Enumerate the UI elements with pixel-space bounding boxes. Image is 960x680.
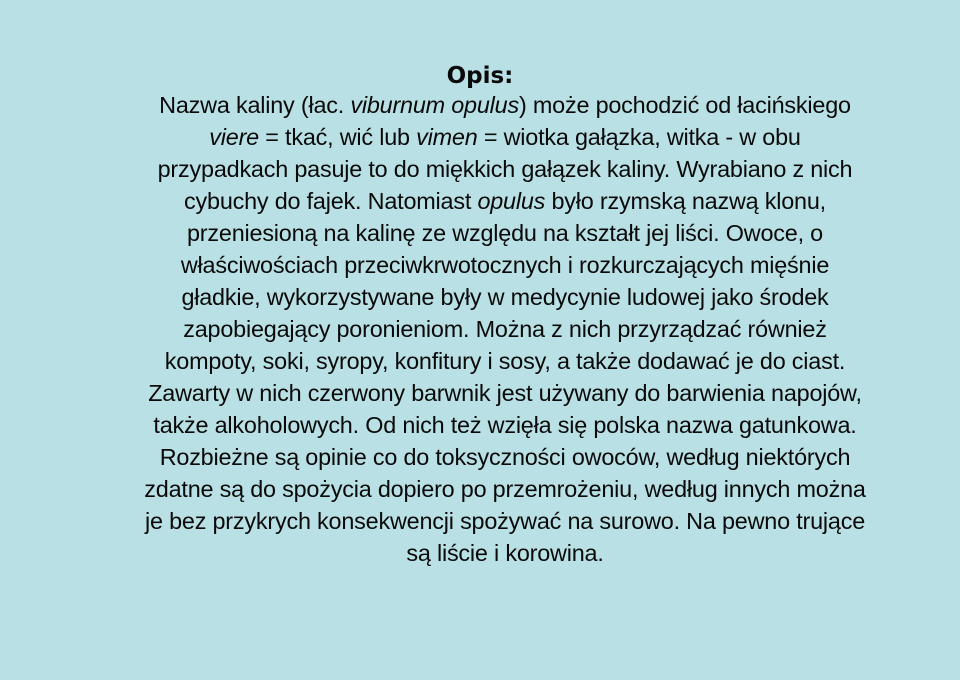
text-segment: je bez przykrych konsekwencji spożywać na surowo. Na pewno trujące xyxy=(144,508,866,534)
text-segment: Rozbieżne są opinie co do toksyczności owoców, według niektórych xyxy=(159,444,851,470)
text-line xyxy=(70,345,940,377)
text-segment: = tkać, wić lub xyxy=(258,124,417,150)
italic-term: viburnum opulus xyxy=(350,92,519,118)
description-paragraph xyxy=(70,89,940,569)
text-segment: właściwościach przeciwkrwotocznych i rozkurczających mięśnie xyxy=(180,252,830,278)
text-segment: przypadkach pasuje to do miękkich gałązek kaliny. Wyrabiano z nich xyxy=(157,156,853,182)
italic-term: opulus xyxy=(477,188,546,214)
text-line xyxy=(70,217,940,249)
italic-term: viere xyxy=(209,124,259,150)
text-segment: = wiotka gałązka, witka - w obu xyxy=(477,124,801,150)
text-segment: są liście i korowina. xyxy=(406,540,604,566)
text-line xyxy=(70,281,940,313)
italic-term: vimen xyxy=(416,124,478,150)
text-line xyxy=(70,249,940,281)
text-segment: Zawarty w nich czerwony barwnik jest używany do barwienia napojów, xyxy=(148,380,862,406)
text-segment: gładkie, wykorzystywane były w medycynie ludowej jako środek xyxy=(181,284,829,310)
text-line xyxy=(70,121,940,153)
text-segment: ) może pochodzić od łacińskiego xyxy=(518,92,851,118)
text-segment: zdatne są do spożycia dopiero po przemrożeniu, według innych można xyxy=(144,476,866,502)
text-line xyxy=(70,153,940,185)
text-segment: także alkoholowych. Od nich też wzięła się polska nazwa gatunkowa. xyxy=(153,412,857,438)
text-segment: Nazwa kaliny (łac. xyxy=(159,92,351,118)
text-line xyxy=(70,473,940,505)
text-line xyxy=(70,441,940,473)
text-segment: kompoty, soki, syropy, konfitury i sosy, a także dodawać je do ciast. xyxy=(164,348,846,374)
text-line xyxy=(70,313,940,345)
text-segment: było rzymską nazwą klonu, xyxy=(545,188,826,214)
text-line xyxy=(70,89,940,121)
text-line xyxy=(70,409,940,441)
text-segment: zapobiegający poronieniom. Można z nich przyrządzać również xyxy=(183,316,827,342)
heading-opis: Opis: xyxy=(446,63,514,89)
text-line xyxy=(70,185,940,217)
text-line xyxy=(70,377,940,409)
text-line xyxy=(70,505,940,537)
text-segment: cybuchy do fajek. Natomiast xyxy=(184,188,478,214)
text-segment: przeniesioną na kalinę ze względu na kształt jej liści. Owoce, o xyxy=(187,220,823,246)
text-line xyxy=(70,537,940,569)
